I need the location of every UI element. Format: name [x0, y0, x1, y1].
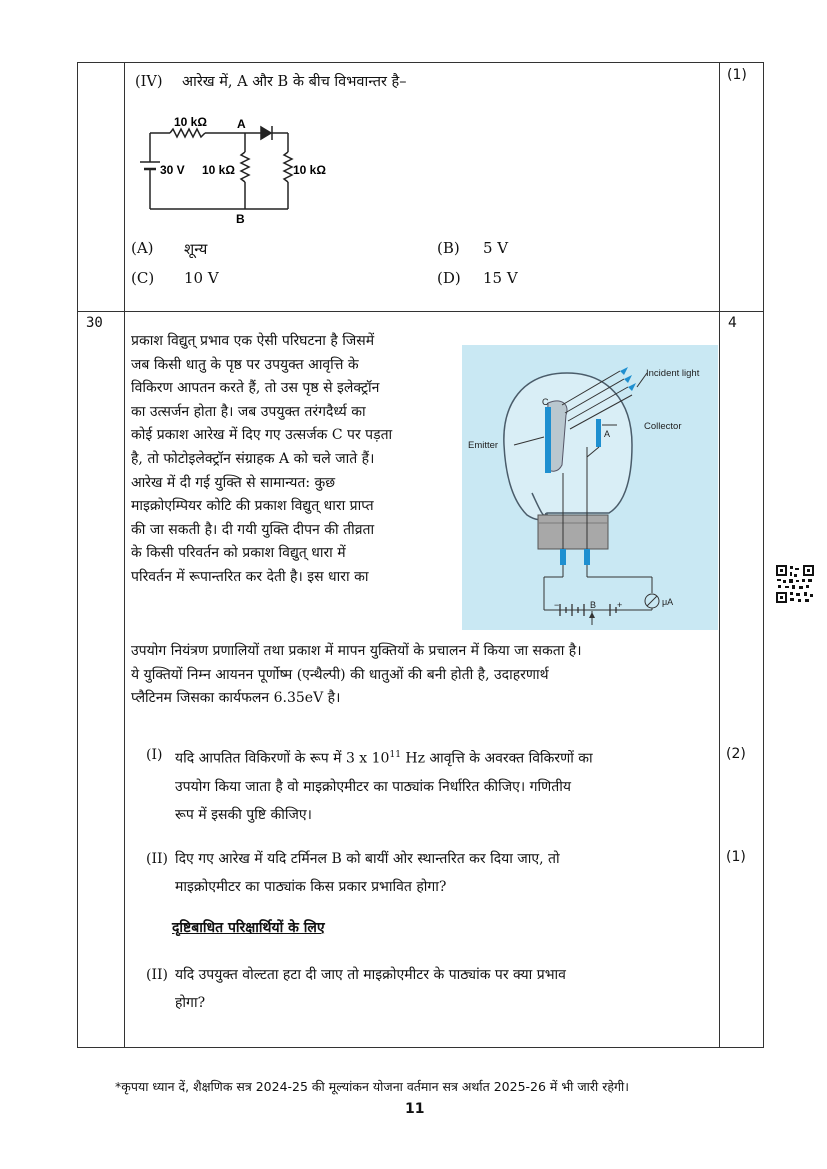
circuit-battery: 30 V	[160, 163, 185, 177]
fig-meter: μA	[662, 597, 674, 607]
sub2-line1: दिए गए आरेख में यदि टर्मिनल B को बायीं ओर स्थान्तरित कर दिया जाए, तो	[175, 851, 560, 867]
option-c-text: 10 V	[184, 269, 219, 287]
passage-line: ये युक्तियों निम्न आयनन पूर्णोष्म (एन्थैल्पी) की धातुओं की बनी होती है, उदाहरणार्थ	[131, 666, 549, 683]
sub3-text	[175, 961, 715, 1017]
footer-note: *कृपया ध्यान दें, शैक्षणिक सत्र 2024-25 की मूल्यांकन योजना वर्तमान सत्र अर्थात 2025-26 में भी जारी रहेगी।	[115, 1079, 629, 1094]
option-b-text: 5 V	[483, 239, 509, 257]
page-number: 11	[405, 1101, 425, 1117]
q-iv-marks: (1)	[727, 67, 747, 83]
sub1-line1b: Hz आवृत्ति के अवरक्त विकिरणों का	[400, 750, 593, 767]
sub2-line2: माइक्रोएमीटर का पाठ्यांक किस प्रकार प्रभावित होगा?	[175, 879, 447, 895]
fig-collector: Collector	[644, 421, 682, 432]
option-d-text: 15 V	[483, 269, 518, 287]
passage-line: के किसी परिवर्तन को प्रकाश विद्युत् धारा में	[131, 545, 346, 562]
q-iv-label: (IV)	[135, 74, 163, 90]
vi-heading: दृष्टिबाधित परिक्षार्थियों के लिए	[172, 920, 325, 936]
sub1-line3: रूप में इसकी पुष्टि कीजिए।	[175, 806, 312, 823]
passage-line: प्रकाश विद्युत् प्रभाव एक ऐसी परिघटना है जिसमें	[131, 333, 375, 349]
passage-line: उपयोग नियंत्रण प्रणालियों तथा प्रकाश में मापन युक्तियों के प्रचालन में किया जा सकता है।	[131, 643, 582, 659]
fig-c-label: C	[542, 397, 549, 407]
sub2-label: (II)	[146, 851, 168, 867]
sub2-text	[175, 845, 715, 901]
sub3-line2: होगा?	[175, 995, 206, 1011]
passage-left	[131, 330, 451, 590]
passage-line: कोई प्रकाश आरेख में दिए गए उत्सर्जक C पर पड़ता	[131, 427, 393, 444]
passage-line: जब किसी धातु के पृष्ठ पर उपयुक्त आवृत्ति के	[131, 356, 359, 373]
question-number: 30	[86, 315, 103, 331]
option-a-key: (A)	[131, 239, 154, 257]
circuit-node-b: B	[236, 212, 245, 224]
fig-plus: +	[617, 600, 623, 610]
column-divider-qnum	[124, 63, 125, 1047]
passage-line: की जा सकती है। दी गयी युक्ति दीपन की तीव्रता	[131, 521, 375, 538]
fig-emitter: Emitter	[468, 440, 499, 451]
passage-line: है, तो फोटोइलेक्ट्रॉन संग्राहक A को चले जाते हैं।	[131, 450, 375, 467]
fig-a-label: A	[604, 429, 611, 439]
option-c-key: (C)	[131, 269, 155, 287]
sub1-exponent: 11	[389, 750, 401, 760]
passage-line: प्लैटिनम जिसका कार्यफलन 6.35eV है।	[131, 690, 341, 707]
fig-minus: −	[554, 600, 560, 610]
sub1-marks: (2)	[726, 746, 746, 762]
q-iv-text: आरेख में, A और B के बीच विभवान्तर है–	[182, 74, 407, 90]
sub2-marks: (1)	[726, 849, 746, 865]
circuit-r-right: 10 kΩ	[293, 163, 326, 177]
fig-incident-light: Incident light	[646, 368, 700, 379]
option-b-key: (B)	[437, 239, 460, 257]
qr-code-icon	[776, 565, 814, 603]
photocell-figure	[462, 345, 718, 630]
circuit-r-top: 10 kΩ	[174, 115, 207, 129]
fig-b-label: B	[590, 600, 597, 610]
circuit-node-a: A	[237, 117, 246, 131]
sub3-label: (II)	[146, 967, 168, 983]
passage-line: का उत्सर्जन होता है। जब उपयुक्त तरंगदैर्ध्य का	[131, 403, 366, 420]
option-a-text: शून्य	[184, 240, 208, 258]
passage-line: विकिरण आपतन करते हैं, तो उस पृष्ठ से इलेक्ट्रॉन	[131, 380, 380, 397]
sub1-label: (I)	[146, 747, 163, 763]
passage-line: आरेख में दी गई युक्ति से सामान्यत: कुछ	[131, 474, 336, 491]
sub3-line1: यदि उपयुक्त वोल्टता हटा दी जाए तो माइक्रोएमीटर के पाठ्यांक पर क्या प्रभाव	[175, 967, 566, 983]
sub1-line2: उपयोग किया जाता है वो माइक्रोएमीटर का पाठ्यांक निर्धारित कीजिए। गणितीय	[175, 778, 572, 795]
passage-line: परिवर्तन में रूपान्तरित कर देती है। इस धारा का	[131, 568, 369, 585]
circuit-diagram	[130, 112, 350, 224]
sub1-text	[175, 741, 715, 829]
option-d-key: (D)	[437, 269, 461, 287]
question-marks: 4	[728, 315, 737, 331]
passage-line: माइक्रोएम्पियर कोटि की प्रकाश विद्युत् धारा प्राप्त	[131, 498, 374, 515]
circuit-r-mid: 10 kΩ	[202, 163, 235, 177]
column-divider-marks	[719, 63, 720, 1047]
row-divider	[78, 311, 763, 312]
passage-full	[131, 640, 715, 711]
sub1-line1: यदि आपतित विकिरणों के रूप में 3 x 10	[175, 750, 390, 767]
resistor-top	[170, 129, 205, 137]
